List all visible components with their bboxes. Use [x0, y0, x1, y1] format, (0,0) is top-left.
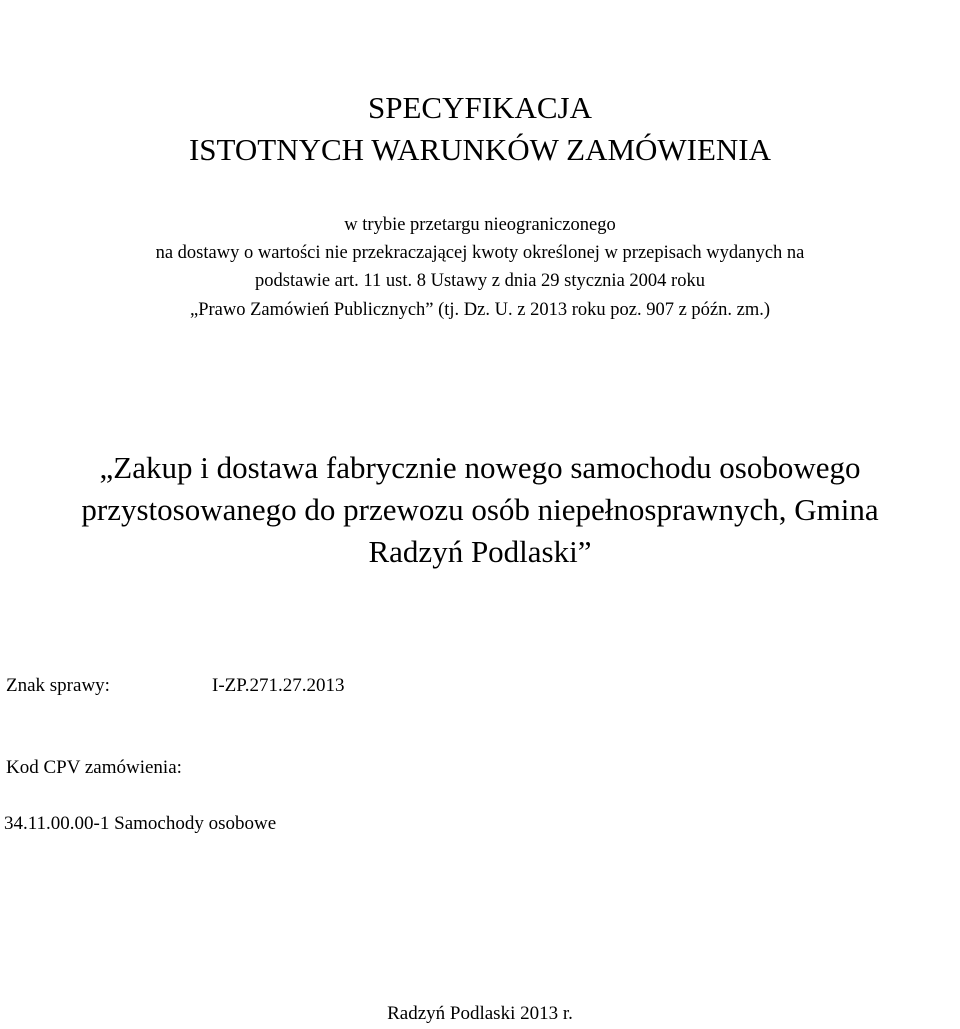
subject-line-1: „Zakup i dostawa fabrycznie nowego samochodu osobowego — [99, 450, 861, 485]
procedure-line-2: na dostawy o wartości nie przekraczającej kwoty określonej w przepisach wydanych na — [155, 243, 805, 263]
procedure-line-3: podstawie art. 11 ust. 8 Ustawy z dnia 29 stycznia 2004 roku — [255, 271, 705, 291]
case-number-value: I-ZP.271.27.2013 — [212, 675, 345, 696]
procedure-line-1: w trybie przetargu nieograniczonego — [344, 215, 616, 235]
title-line-2: ISTOTNYCH WARUNKÓW ZAMÓWIENIA — [188, 132, 772, 167]
place-date: Radzyń Podlaski 2013 r. — [387, 1003, 573, 1024]
title-line-1: SPECYFIKACJA — [368, 90, 592, 125]
case-number-label: Znak sprawy: — [6, 675, 110, 696]
cpv-value: 34.11.00.00-1 Samochody osobowe — [4, 813, 277, 834]
cpv-label: Kod CPV zamówienia: — [6, 757, 182, 778]
procedure-line-4: „Prawo Zamówień Publicznych” (tj. Dz. U. z 2013 roku poz. 907 z późn. zm.) — [189, 300, 771, 320]
subject-line-3: Radzyń Podlaski” — [368, 534, 592, 569]
subject-line-2: przystosowanego do przewozu osób niepełnosprawnych, Gmina — [81, 492, 879, 527]
